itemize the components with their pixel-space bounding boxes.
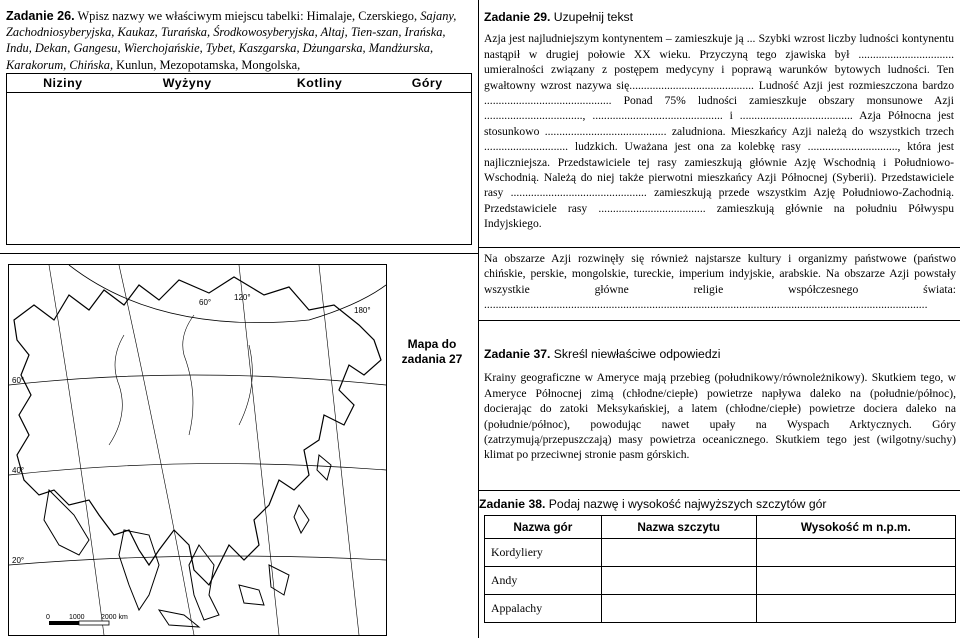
scale-1000: 1000 xyxy=(69,614,85,621)
meridian-180-label: 180° xyxy=(354,306,371,315)
row-appalachy: Appalachy xyxy=(485,595,602,623)
scale-2000: 2000 km xyxy=(101,614,128,621)
task37-text[interactable]: Krainy geograficzne w Ameryce mają przebieg (południkowy/równoleżnikowy). Skutkiem tego, w Ameryce Północnej zimą (chłodne/ciepłe) powietrze napływa daleko na (południe/północ), docierając do zatoki Meksykańskiej, a latem (chłodne/ciepłe) powietrze dociera daleko na (południe/północ), powodując nawet upały na Wyspach Arktycznych. Góry (zatrzymują/przepuszczają) masy powietrza oceanicznego. Skutkiem tego jest (wilgotny/suchy) klimat po przeciwnej stronie pasm górskich. xyxy=(484,371,956,462)
scale-0: 0 xyxy=(46,614,50,621)
task29-label: Zadanie 29. xyxy=(484,10,551,24)
task29 xyxy=(484,10,954,232)
peak-cell-kordyliery[interactable] xyxy=(601,539,756,567)
answer-cell-niziny[interactable] xyxy=(7,93,119,245)
header-peak: Nazwa szczytu xyxy=(601,516,756,539)
parallel-40-label: 40° xyxy=(12,466,25,475)
task29-title xyxy=(484,10,954,25)
divider-29 xyxy=(478,247,960,248)
parallel-20-label: 20° xyxy=(12,556,25,565)
col-gory: Góry xyxy=(383,74,471,93)
col-kotliny: Kotliny xyxy=(256,74,384,93)
task26-label: Zadanie 26. xyxy=(6,9,75,23)
task37-title xyxy=(484,347,956,362)
left-divider xyxy=(0,253,478,254)
task37-instruction: Skreśl niewłaściwe odpowiedzi xyxy=(553,347,721,361)
task26-instruction: Wpisz nazwy we właściwym miejscu tabelki: Himalaje, Czerskiego, xyxy=(77,9,421,23)
peak-cell-andy[interactable] xyxy=(601,567,756,595)
map-caption-line1: Mapa do xyxy=(407,337,457,351)
asia-map xyxy=(8,264,387,636)
task26-table xyxy=(6,73,472,245)
culture-text[interactable]: Na obszarze Azji rozwinęły się również najstarsze kultury i organizmy państwowe (państwo chińskie, perskie, mongolskie, tureckie, imperium indyjskie, arabskie. Na obszarze Azji powstały wszystkie główne religie współczesnego świata: ......................................................................................................................................................... xyxy=(484,252,956,312)
task26-names-end: Kunlun, Mezopotamska, Mongolska, xyxy=(113,57,301,72)
task37 xyxy=(484,347,956,463)
height-cell-andy[interactable] xyxy=(756,567,955,595)
task37-label: Zadanie 37. xyxy=(484,347,551,361)
header-height: Wysokość m n.p.m. xyxy=(756,516,955,539)
task26-text xyxy=(6,8,472,73)
meridian-120-label: 120° xyxy=(234,293,251,302)
col-wyzyny: Wyżyny xyxy=(119,74,256,93)
asia-outline-map xyxy=(9,265,386,635)
row-kordyliery: Kordyliery xyxy=(485,539,602,567)
task38-label: Zadanie 38. xyxy=(479,497,546,511)
task29-text[interactable]: Azja jest najludniejszym kontynentem – zamieszkuje ją ... Szybki wzrost liczby ludności kontynentu nastąpił w drugiej połowie XX wieku. Przyczyną tego zjawiska był ................................. umieralności związany z postępem medycyny i poprawą warunków bytowych ludności. Ten gwałtowny wzrost nazywa się........................................... Ludność Azji jest rozmieszczona bardzo ............................................ Ponad 75% ludności zamieszkuje obszary monsunowe Azji .................................., ............................................. i ....................................... Azja Północna jest stosunkowo .......................................... zaludniona. Mieszkańcy Azji należą do wszystkich trzech ............................. ludzkich. Uważana jest ona za kolebkę rasy ..............................., która jest najliczniejsza. Przedstawiciele tej rasy zamieszkują głównie Azję Wschodnią i Południowo-Wschodnią. Należą do niej także pierwotni mieszkańcy Azji Północnej (Syberii). Przedstawiciele rasy ............................................... zamieszkują przede wszystkim Azję Południowo-Zachodnią. Przedstawiciele rasy ..................................... zamieszkują głównie na południu Półwyspu Indyjskiego. xyxy=(484,32,954,231)
vertical-divider xyxy=(478,0,479,638)
height-cell-kordyliery[interactable] xyxy=(756,539,955,567)
divider-culture xyxy=(478,320,960,321)
task29-instruction: Uzupełnij tekst xyxy=(553,10,634,24)
peak-cell-appalachy[interactable] xyxy=(601,595,756,623)
height-cell-appalachy[interactable] xyxy=(756,595,955,623)
task38-table xyxy=(484,515,956,623)
map-caption-line2: zadania 27 xyxy=(401,352,463,366)
row-andy: Andy xyxy=(485,567,602,595)
task38-title xyxy=(479,497,827,511)
divider-37 xyxy=(478,490,960,491)
header-mountains: Nazwa gór xyxy=(485,516,602,539)
parallel-60-label: 60° xyxy=(12,376,25,385)
task26-names: Sajany, Zachodniosyberyjska, Kaukaz, Turańska, Środkowosyberyjska, Altaj, Tien-szan, Irańska, Indu, Dekan, Gangesu, Wierchojańskie, Tybet, Kaszgarska, Dżungarska, Mandżurska, Karakorum, Chińska, xyxy=(6,9,457,72)
answer-cell-wyzyny[interactable] xyxy=(119,93,256,245)
answer-cell-kotliny[interactable] xyxy=(256,93,384,245)
col-niziny: Niziny xyxy=(7,74,119,93)
map-scale-bar xyxy=(46,614,128,625)
map-caption xyxy=(396,337,468,367)
task38-instruction: Podaj nazwę i wysokość najwyższych szczytów gór xyxy=(548,497,827,511)
answer-cell-gory[interactable] xyxy=(383,93,471,245)
meridian-60-label: 60° xyxy=(199,298,212,307)
